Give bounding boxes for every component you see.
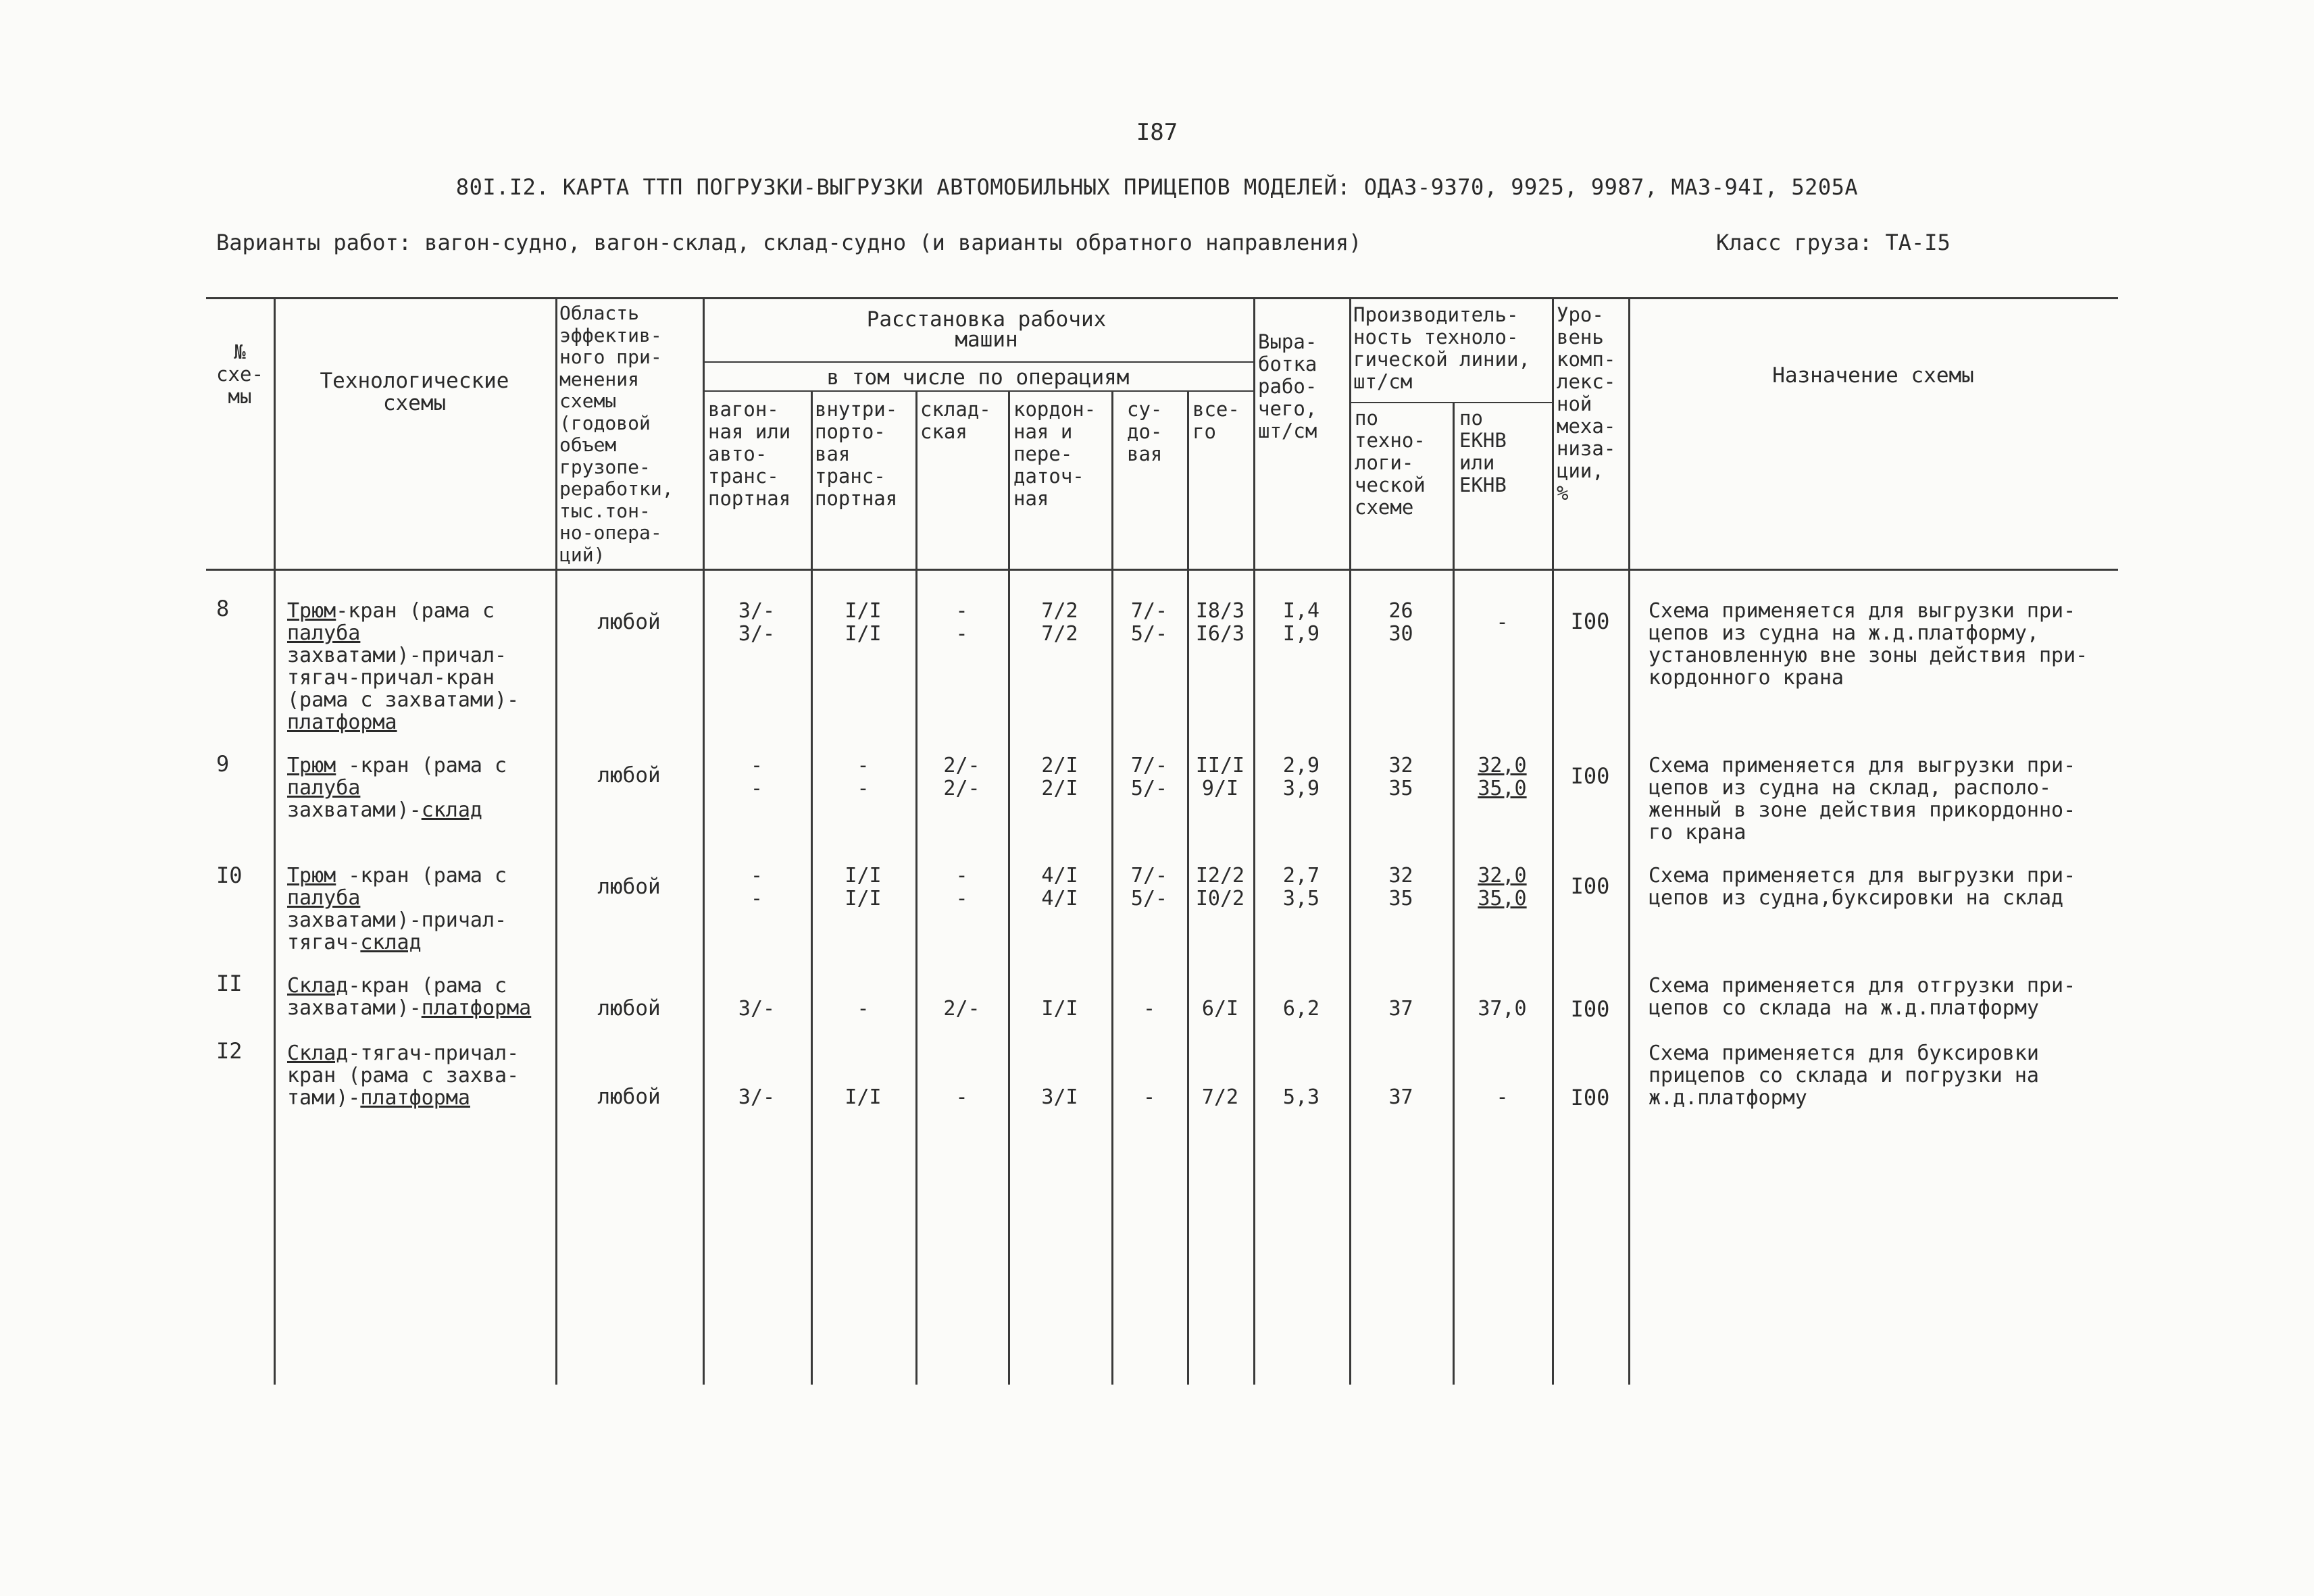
header-num: № схе- мы [216,340,263,408]
header-productivity: Производитель- ность техноло- гической линии, шт/см [1353,303,1530,393]
scheme-text-part: захватами)-причал- тягач- [287,908,507,954]
wagon-value: 3/- 3/- [738,599,776,646]
scheme-term: Трюм [287,599,336,623]
placement-sub-rule [703,361,1253,363]
inner-value: - [857,997,870,1021]
scheme-text-part: -кран (рама с [348,754,507,777]
header-incl-ops: в том числе по операциям [826,365,1130,390]
cordon-value: 2/I 2/I [1041,754,1078,800]
warehouse-value: - - [955,864,968,910]
header-bottom-rule [206,569,2118,571]
work-variants: Варианты работ: вагон-судно, вагон-склад, склад-судно (и варианты обратного направления) [216,230,1362,255]
purpose-text: Схема применяется для выгрузки при- цепов из судна,буксировки на склад [1649,864,2076,910]
by-ekhv-value: 32,0 35,0 [1478,754,1527,800]
col-rule [1628,297,1630,1385]
scheme-text-part: захватами)- [287,798,422,822]
wagon-value: - - [750,864,763,910]
total-value: I2/2 I0/2 [1195,864,1245,910]
by-scheme-value: 32 35 [1388,864,1413,910]
mech-level-value: I00 [1570,873,1610,899]
output-value: 2,7 3,5 [1282,864,1320,910]
by-scheme-value: 26 30 [1388,599,1413,646]
scheme-term: палуба [287,776,361,800]
ship-value: - [1142,1085,1156,1109]
scheme-term: склад [421,798,482,822]
scheme-term: Склад [287,974,349,998]
output-value: 2,9 3,9 [1282,754,1320,800]
scheme-term: платформа [360,1086,470,1110]
scheme-description [287,600,519,733]
row-num: I0 [216,863,243,888]
output-value: 6,2 [1282,997,1320,1021]
inner-value: I/I I/I [845,864,882,910]
scheme-term: палуба [287,621,361,645]
wagon-value: - - [750,754,763,800]
purpose-text: Схема применяется для выгрузки при- цепов из судна на ж.д.платформу, установленную вне зоны действия при- кордонного крана [1649,599,2088,690]
header-cordon: кордон- ная и пере- даточ- ная [1013,398,1097,510]
area-value: любой [597,763,661,788]
cargo-class: Класс груза: ТА-I5 [1716,230,1951,255]
warehouse-value: 2/- [943,997,980,1021]
warehouse-value: - - [955,599,968,646]
page-number: I87 [1136,119,1178,146]
total-value: II/I 9/I [1195,754,1245,800]
col-rule [555,297,557,1385]
header-by-ekhv: по ЕКНВ или ЕКНВ [1459,407,1507,496]
inner-value: I/I I/I [845,599,882,646]
area-value: любой [597,875,661,899]
scheme-description [287,1042,519,1109]
area-value: любой [597,1085,661,1109]
output-value: 5,3 [1282,1085,1320,1109]
by-ekhv-value: - [1496,1085,1509,1109]
header-wagon: вагон- ная или авто- транс- портная [708,398,791,510]
col-rule [1253,297,1255,1385]
ship-value: - [1142,997,1156,1021]
scheme-text-part: -кран (рама с [348,864,507,887]
ship-value: 7/- 5/- [1130,599,1168,646]
cordon-value: 7/2 7/2 [1041,599,1078,646]
total-value: I8/3 I6/3 [1195,599,1245,646]
output-value: I,4 I,9 [1282,599,1320,646]
scheme-text-part: -кран (рама с [336,599,495,623]
header-placement: Расстановка рабочих машин [866,307,1107,352]
mech-level-value: I00 [1570,609,1610,634]
inner-value: - - [857,754,870,800]
header-total: все- го [1192,398,1240,443]
row-num: II [216,971,243,996]
by-ekhv-value: 37,0 [1478,997,1527,1021]
header-purpose: Назначение схемы [1772,363,1974,388]
header-scheme: Технологические схемы [320,369,509,415]
wagon-value: 3/- [738,1085,776,1109]
productivity-sub-rule [1349,402,1552,403]
mech-level-value: I00 [1570,1085,1610,1110]
scheme-term: склад [360,931,422,954]
scheme-text-part: -кран (рама с [348,974,507,998]
header-ship: су- до- вая [1127,398,1163,465]
header-mech-level: Уро- вень комп- лекс- ной меха- низа- ции, % [1557,303,1616,505]
wagon-value: 3/- [738,997,776,1021]
scheme-description [287,865,507,954]
scheme-text-part: захватами)-причал- тягач-причал-кран (рама с захватами)- [287,644,520,712]
row-num: I2 [216,1038,243,1064]
document-title: 80I.I2. КАРТА ТТП ПОГРУЗКИ-ВЫГРУЗКИ АВТОМОБИЛЬНЫХ ПРИЦЕПОВ МОДЕЛЕЙ: ОДАЗ-9370, 9925, 9987, МАЗ-94I, 5205А [455,174,1859,200]
cordon-value: I/I [1041,997,1078,1021]
scheme-term: Склад [287,1041,349,1065]
col-rule [703,297,705,1385]
purpose-text: Схема применяется для выгрузки при- цепов из судна на склад, располо- женный в зоне действия прикордонно- го крана [1649,754,2076,844]
purpose-text: Схема применяется для буксировки прицепов со склада и погрузки на ж.д.платформу [1649,1041,2039,1110]
scheme-term: Трюм [287,754,336,777]
by-ekhv-value: - [1496,611,1509,634]
header-by-scheme: по техно- логи- ческой схеме [1355,407,1426,519]
col-rule [1552,297,1554,1385]
scheme-term: платформа [287,711,397,734]
col-rule [274,297,276,1385]
scheme-term: Трюм [287,864,336,887]
header-output: Выра- ботка рабо- чего, шт/см [1258,330,1317,442]
cordon-value: 4/I 4/I [1041,864,1078,910]
scheme-description [287,754,507,821]
header-warehouse: склад- ская [920,398,991,443]
cordon-value: 3/I [1041,1085,1078,1109]
purpose-text: Схема применяется для отгрузки при- цепов со склада на ж.д.платформу [1649,974,2076,1020]
row-num: 8 [216,596,230,621]
by-scheme-value: 32 35 [1388,754,1413,800]
ship-value: 7/- 5/- [1130,754,1168,800]
area-value: любой [597,610,661,634]
scheme-description [287,975,531,1019]
scheme-text-part: захватами)- [287,996,422,1020]
scheme-term: платформа [421,996,532,1020]
ops-sub-rule [703,390,1253,392]
row-num: 9 [216,751,230,777]
mech-level-value: I00 [1570,763,1610,789]
by-scheme-value: 37 [1388,1085,1413,1109]
inner-value: I/I [845,1085,882,1109]
total-value: 7/2 [1201,1085,1239,1109]
mech-level-value: I00 [1570,996,1610,1022]
by-ekhv-value: 32,0 35,0 [1478,864,1527,910]
header-area: Область эффектив- ного при- менения схемы (годовой объем грузопе- реработки, тыс.тон- но-опера- ций) [559,302,674,566]
by-scheme-value: 37 [1388,997,1413,1021]
total-value: 6/I [1201,997,1239,1021]
warehouse-value: 2/- 2/- [943,754,980,800]
col-rule [1349,297,1351,1385]
warehouse-value: - [955,1085,968,1109]
ship-value: 7/- 5/- [1130,864,1168,910]
table-top-rule [206,297,2118,299]
area-value: любой [597,996,661,1021]
scheme-text-part: -тягач-причал- кран (рама с захва- тами)- [287,1041,520,1110]
scheme-term: палуба [287,886,361,910]
header-inner: внутри- порто- вая транс- портная [815,398,898,510]
